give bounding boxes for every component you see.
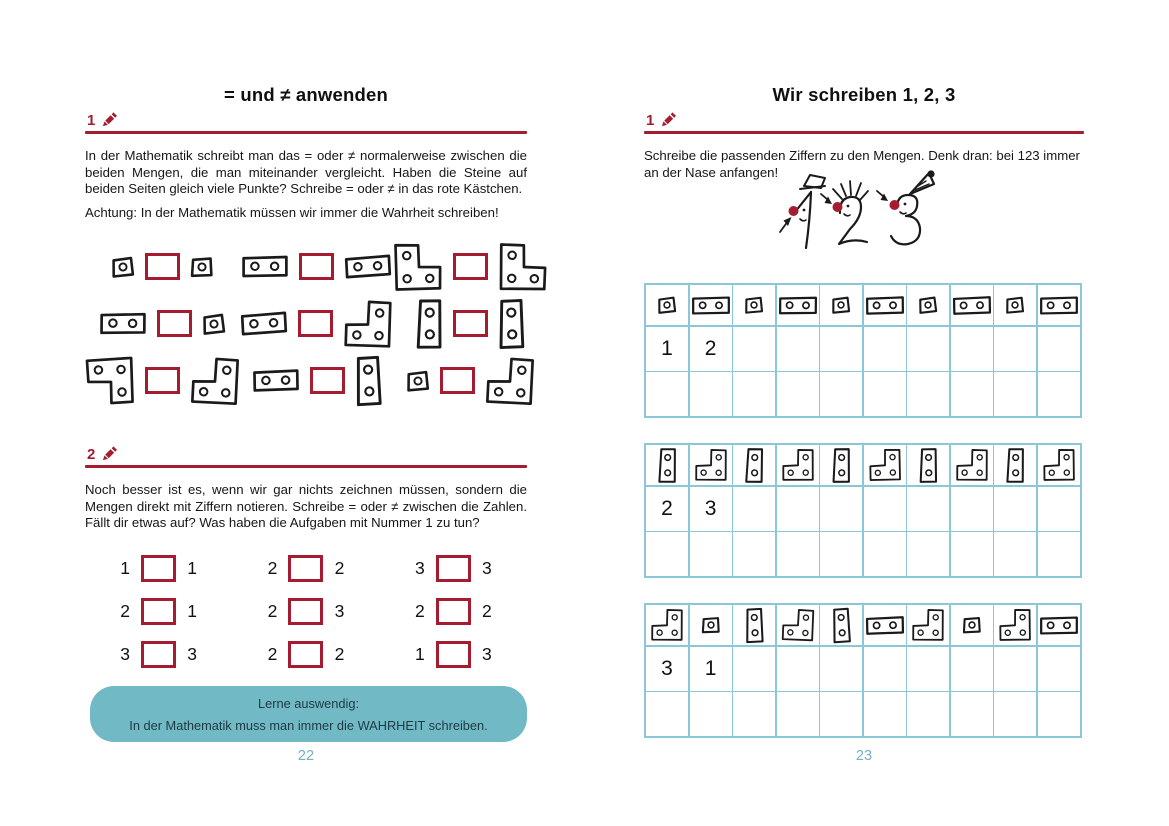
answer-box[interactable]: [288, 641, 323, 668]
practice-cell[interactable]: [951, 532, 993, 576]
left-number: 2: [120, 601, 131, 621]
stone-1-dot: [918, 296, 939, 315]
left-number: 1: [414, 644, 425, 664]
answer-digit: 1: [661, 336, 673, 360]
stone-1-dot: [111, 255, 136, 278]
number-comparison-item: [380, 547, 527, 590]
stone-2-dots-vertical: [657, 446, 677, 483]
number-comparison-item: [380, 590, 527, 633]
stone-2-dots-horizontal: [1039, 614, 1080, 636]
stone-cell: [951, 445, 993, 485]
memory-box: [90, 686, 527, 742]
practice-cell[interactable]: [994, 372, 1036, 416]
answer-box[interactable]: [141, 641, 176, 668]
write-cell[interactable]: [777, 327, 819, 371]
stone-3-dots: [498, 241, 549, 292]
stone-3-dots: [780, 448, 815, 483]
stone-2-dots-horizontal: [251, 368, 299, 393]
stone-2-dots-vertical: [831, 606, 852, 644]
practice-cell[interactable]: [690, 692, 732, 736]
practice-cell[interactable]: [1038, 692, 1080, 736]
answer-cell: [690, 487, 732, 531]
page-title-left: = und ≠ anwenden: [224, 84, 388, 105]
right-number: 1: [187, 558, 198, 578]
practice-cell[interactable]: [690, 532, 732, 576]
stone-3-dots: [650, 608, 685, 643]
number-comparison-item: [85, 590, 232, 633]
practice-cell[interactable]: [994, 532, 1036, 576]
stone-comparison-item: [240, 238, 393, 295]
stone-cell: [820, 285, 862, 325]
stone-cell: [994, 285, 1036, 325]
answer-digit: 2: [661, 496, 673, 520]
stone-cell: [907, 285, 949, 325]
section-rule: [85, 465, 527, 468]
write-cell[interactable]: [733, 647, 775, 691]
stone-comparison-item: [393, 295, 548, 352]
stone-3-dots: [867, 447, 902, 482]
stone-3-dots: [189, 355, 240, 406]
stone-2-dots-horizontal: [777, 294, 818, 316]
practice-cell[interactable]: [777, 532, 819, 576]
stone-cell: [907, 605, 949, 645]
stone-1-dot: [962, 616, 982, 635]
answer-digit: 3: [661, 656, 673, 680]
write-cell[interactable]: [820, 487, 862, 531]
digits-123-figure: [644, 168, 1084, 260]
stone-cell: [1038, 445, 1080, 485]
answer-box[interactable]: [145, 253, 180, 280]
write-cell[interactable]: [907, 647, 949, 691]
practice-cell[interactable]: [646, 372, 688, 416]
practice-cell[interactable]: [951, 372, 993, 416]
answer-cell: [690, 327, 732, 371]
number-comparison-item: [232, 547, 379, 590]
stone-cell: [733, 445, 775, 485]
right-number: 2: [334, 644, 345, 664]
answer-box[interactable]: [288, 598, 323, 625]
stone-comparison-item: [393, 238, 548, 295]
warning-paragraph: Achtung: In der Mathematik müssen wir immer die Wahrheit schreiben!: [85, 205, 499, 220]
practice-cell[interactable]: [777, 372, 819, 416]
task-2-header: [87, 445, 118, 462]
answer-box[interactable]: [288, 555, 323, 582]
left-number: 1: [120, 558, 131, 578]
stone-3-dots: [911, 608, 946, 643]
write-cell[interactable]: [820, 647, 862, 691]
practice-cell[interactable]: [907, 532, 949, 576]
stone-2-dots-horizontal: [240, 310, 289, 336]
write-cell[interactable]: [951, 487, 993, 531]
instruction-paragraph: Schreibe die passenden Ziffern zu den Mengen. Denk dran: bei 123 immer an der Nase anfangen!: [644, 148, 1080, 180]
section-rule: [644, 131, 1084, 134]
practice-cell[interactable]: [951, 692, 993, 736]
answer-box[interactable]: [141, 598, 176, 625]
stone-3-dots: [484, 355, 535, 406]
stone-comparison-item: [85, 295, 240, 352]
stone-comparison-item: [240, 295, 393, 352]
practice-cell[interactable]: [820, 372, 862, 416]
stone-cell: [733, 285, 775, 325]
stone-cell: [907, 445, 949, 485]
instruction-paragraph: Noch besser ist es, wenn wir gar nichts zeichnen müssen, sondern die Mengen direkt mit Ziffern notieren. Schreibe = oder ≠ zwischen die Zahlen. Fällt dir etwas auf? Was haben die Aufgaben mit Nummer 1 zu tun?: [85, 482, 527, 531]
practice-cell[interactable]: [1038, 532, 1080, 576]
digit-1-character: [780, 175, 825, 248]
right-number: 3: [481, 558, 492, 578]
answer-box[interactable]: [299, 253, 334, 280]
answer-box[interactable]: [298, 310, 333, 337]
stone-1-dot: [700, 616, 721, 635]
stone-cell: [1038, 285, 1080, 325]
write-cell[interactable]: [951, 647, 993, 691]
stone-cell: [690, 285, 732, 325]
pencil-icon: [101, 111, 118, 128]
write-cell[interactable]: [864, 647, 906, 691]
stone-cell: [994, 445, 1036, 485]
right-number: 1: [187, 601, 198, 621]
stone-3-dots: [998, 607, 1033, 642]
practice-cell[interactable]: [1038, 372, 1080, 416]
stone-cell: [864, 285, 906, 325]
task-1-header: [646, 111, 677, 128]
stone-2-dots-horizontal: [952, 294, 992, 315]
stone-cell: [1038, 605, 1080, 645]
stone-cell: [646, 285, 688, 325]
task-number: 2: [87, 446, 96, 463]
stone-1-dot: [657, 296, 678, 315]
stone-cell: [864, 445, 906, 485]
stone-cell: [777, 605, 819, 645]
practice-cell[interactable]: [777, 692, 819, 736]
write-cell[interactable]: [864, 487, 906, 531]
page-title-right: Wir schreiben 1, 2, 3: [772, 84, 956, 105]
stone-2-dots-vertical: [354, 354, 383, 407]
memory-box-heading: Lerne auswendig:: [257, 696, 360, 711]
practice-cell[interactable]: [646, 692, 688, 736]
answer-box[interactable]: [145, 367, 180, 394]
writing-grid-3: [644, 603, 1082, 738]
stone-1-dot: [406, 369, 430, 391]
answer-box[interactable]: [453, 310, 488, 337]
number-comparison-item: [232, 590, 379, 633]
stone-2-dots-horizontal: [344, 253, 393, 279]
write-cell[interactable]: [733, 487, 775, 531]
writing-grid-1: [644, 283, 1082, 418]
answer-cell: [646, 327, 688, 371]
answer-digit: 2: [704, 336, 717, 360]
practice-cell[interactable]: [820, 692, 862, 736]
answer-box[interactable]: [157, 310, 192, 337]
stone-1-dot: [831, 296, 851, 315]
number-comparison-item: [232, 633, 379, 676]
practice-cell[interactable]: [733, 372, 775, 416]
right-number: 2: [334, 558, 345, 578]
write-cell[interactable]: [820, 327, 862, 371]
practice-cell[interactable]: [820, 532, 862, 576]
write-cell[interactable]: [777, 647, 819, 691]
stone-cell: [733, 605, 775, 645]
stone-cell: [994, 605, 1036, 645]
stone-cell: [690, 445, 732, 485]
digit-3-character: [877, 170, 935, 244]
answer-box[interactable]: [141, 555, 176, 582]
write-cell[interactable]: [994, 487, 1036, 531]
stone-2-dots-horizontal: [99, 310, 148, 337]
number-comparison-item: [380, 633, 527, 676]
left-number: 3: [120, 644, 131, 664]
page-number-right: 23: [855, 748, 873, 764]
stone-2-dots-horizontal: [1039, 294, 1080, 316]
stone-3-dots: [693, 448, 728, 483]
stone-2-dots-horizontal: [865, 294, 905, 316]
answer-cell: [690, 647, 732, 691]
practice-cell[interactable]: [646, 532, 688, 576]
stone-3-dots: [955, 448, 990, 483]
write-cell[interactable]: [907, 327, 949, 371]
stone-comparison-item: [85, 238, 240, 295]
stone-comparison-item: [240, 352, 393, 409]
stone-cell: [777, 285, 819, 325]
answer-box[interactable]: [436, 555, 471, 582]
left-number: 2: [267, 558, 278, 578]
stone-2-dots-horizontal: [241, 253, 290, 279]
practice-cell[interactable]: [907, 692, 949, 736]
number-comparison-item: [85, 633, 232, 676]
left-number: 2: [267, 601, 278, 621]
right-number: 2: [481, 601, 492, 621]
section-rule: [85, 131, 527, 134]
pencil-icon: [660, 111, 677, 128]
page-number-left: 22: [297, 748, 315, 764]
practice-cell[interactable]: [864, 692, 906, 736]
practice-cell[interactable]: [733, 692, 775, 736]
answer-cell: [646, 647, 688, 691]
practice-cell[interactable]: [907, 372, 949, 416]
stone-3-dots: [780, 608, 815, 643]
stone-1-dot: [744, 296, 764, 314]
writing-grid-2: [644, 443, 1082, 578]
page-left: [0, 0, 584, 826]
stone-cell: [820, 445, 862, 485]
right-number: 3: [334, 601, 345, 621]
stone-3-dots: [343, 298, 393, 348]
stone-comparison-grid: [85, 238, 527, 409]
stone-2-dots-vertical: [416, 297, 444, 349]
stone-3-dots: [1041, 447, 1076, 482]
write-cell[interactable]: [994, 647, 1036, 691]
instruction-paragraph: In der Mathematik schreibt man das = oder ≠ normalerweise zwischen die beiden Mengen, die man miteinander vergleicht. Haben die Steine auf beiden Seiten gleich viele Punkte? Schreibe = oder ≠ in das rote Kästchen.: [85, 148, 527, 197]
answer-box[interactable]: [440, 367, 475, 394]
right-number: 3: [187, 644, 198, 664]
digit-characters-illustration: [776, 168, 952, 258]
stone-3-dots: [393, 241, 444, 292]
task-number: 1: [646, 112, 655, 129]
stone-2-dots-horizontal: [690, 294, 731, 316]
task-1-header: [87, 111, 118, 128]
stone-2-dots-horizontal: [865, 614, 905, 635]
answer-box[interactable]: [310, 367, 345, 394]
write-cell[interactable]: [1038, 647, 1080, 691]
stone-cell: [951, 285, 993, 325]
write-cell[interactable]: [951, 327, 993, 371]
stone-2-dots-vertical: [744, 446, 764, 484]
stone-cell: [820, 605, 862, 645]
stone-1-dot: [190, 255, 215, 278]
write-cell[interactable]: [864, 327, 906, 371]
answer-box[interactable]: [453, 253, 488, 280]
right-number: 3: [481, 644, 492, 664]
stone-2-dots-vertical: [1005, 446, 1025, 483]
left-number: 2: [267, 644, 278, 664]
stone-cell: [864, 605, 906, 645]
task-number: 1: [87, 112, 96, 129]
answer-cell: [646, 487, 688, 531]
answer-box[interactable]: [436, 598, 471, 625]
page-right: [584, 0, 1169, 826]
stone-cell: [951, 605, 993, 645]
stone-cell: [646, 445, 688, 485]
answer-box[interactable]: [436, 641, 471, 668]
answer-digit: 3: [704, 496, 717, 520]
stone-1-dot: [202, 312, 227, 335]
practice-cell[interactable]: [864, 532, 906, 576]
stone-cell: [646, 605, 688, 645]
practice-cell[interactable]: [864, 372, 906, 416]
practice-cell[interactable]: [994, 692, 1036, 736]
practice-cell[interactable]: [733, 532, 775, 576]
write-cell[interactable]: [733, 327, 775, 371]
left-number: 2: [414, 601, 425, 621]
stone-comparison-item: [393, 352, 548, 409]
write-cell[interactable]: [1038, 487, 1080, 531]
number-comparison-grid: [85, 547, 527, 676]
stone-2-dots-vertical: [498, 297, 526, 349]
stone-cell: [690, 605, 732, 645]
left-number: 3: [414, 558, 425, 578]
stone-2-dots-vertical: [831, 446, 851, 483]
stone-1-dot: [1005, 296, 1025, 314]
number-comparison-item: [85, 547, 232, 590]
write-cell[interactable]: [1038, 327, 1080, 371]
answer-digit: 1: [704, 656, 717, 680]
practice-cell[interactable]: [690, 372, 732, 416]
stone-3-dots: [84, 354, 136, 406]
pencil-icon: [101, 445, 118, 462]
stone-2-dots-vertical: [744, 606, 764, 643]
memory-box-rule: In der Mathematik muss man immer die WAHRHEIT schreiben.: [129, 718, 488, 733]
stone-comparison-item: [85, 352, 240, 409]
write-cell[interactable]: [907, 487, 949, 531]
stone-cell: [777, 445, 819, 485]
write-cell[interactable]: [777, 487, 819, 531]
write-cell[interactable]: [994, 327, 1036, 371]
stone-2-dots-vertical: [919, 446, 938, 483]
digit-2-character: [821, 181, 868, 244]
